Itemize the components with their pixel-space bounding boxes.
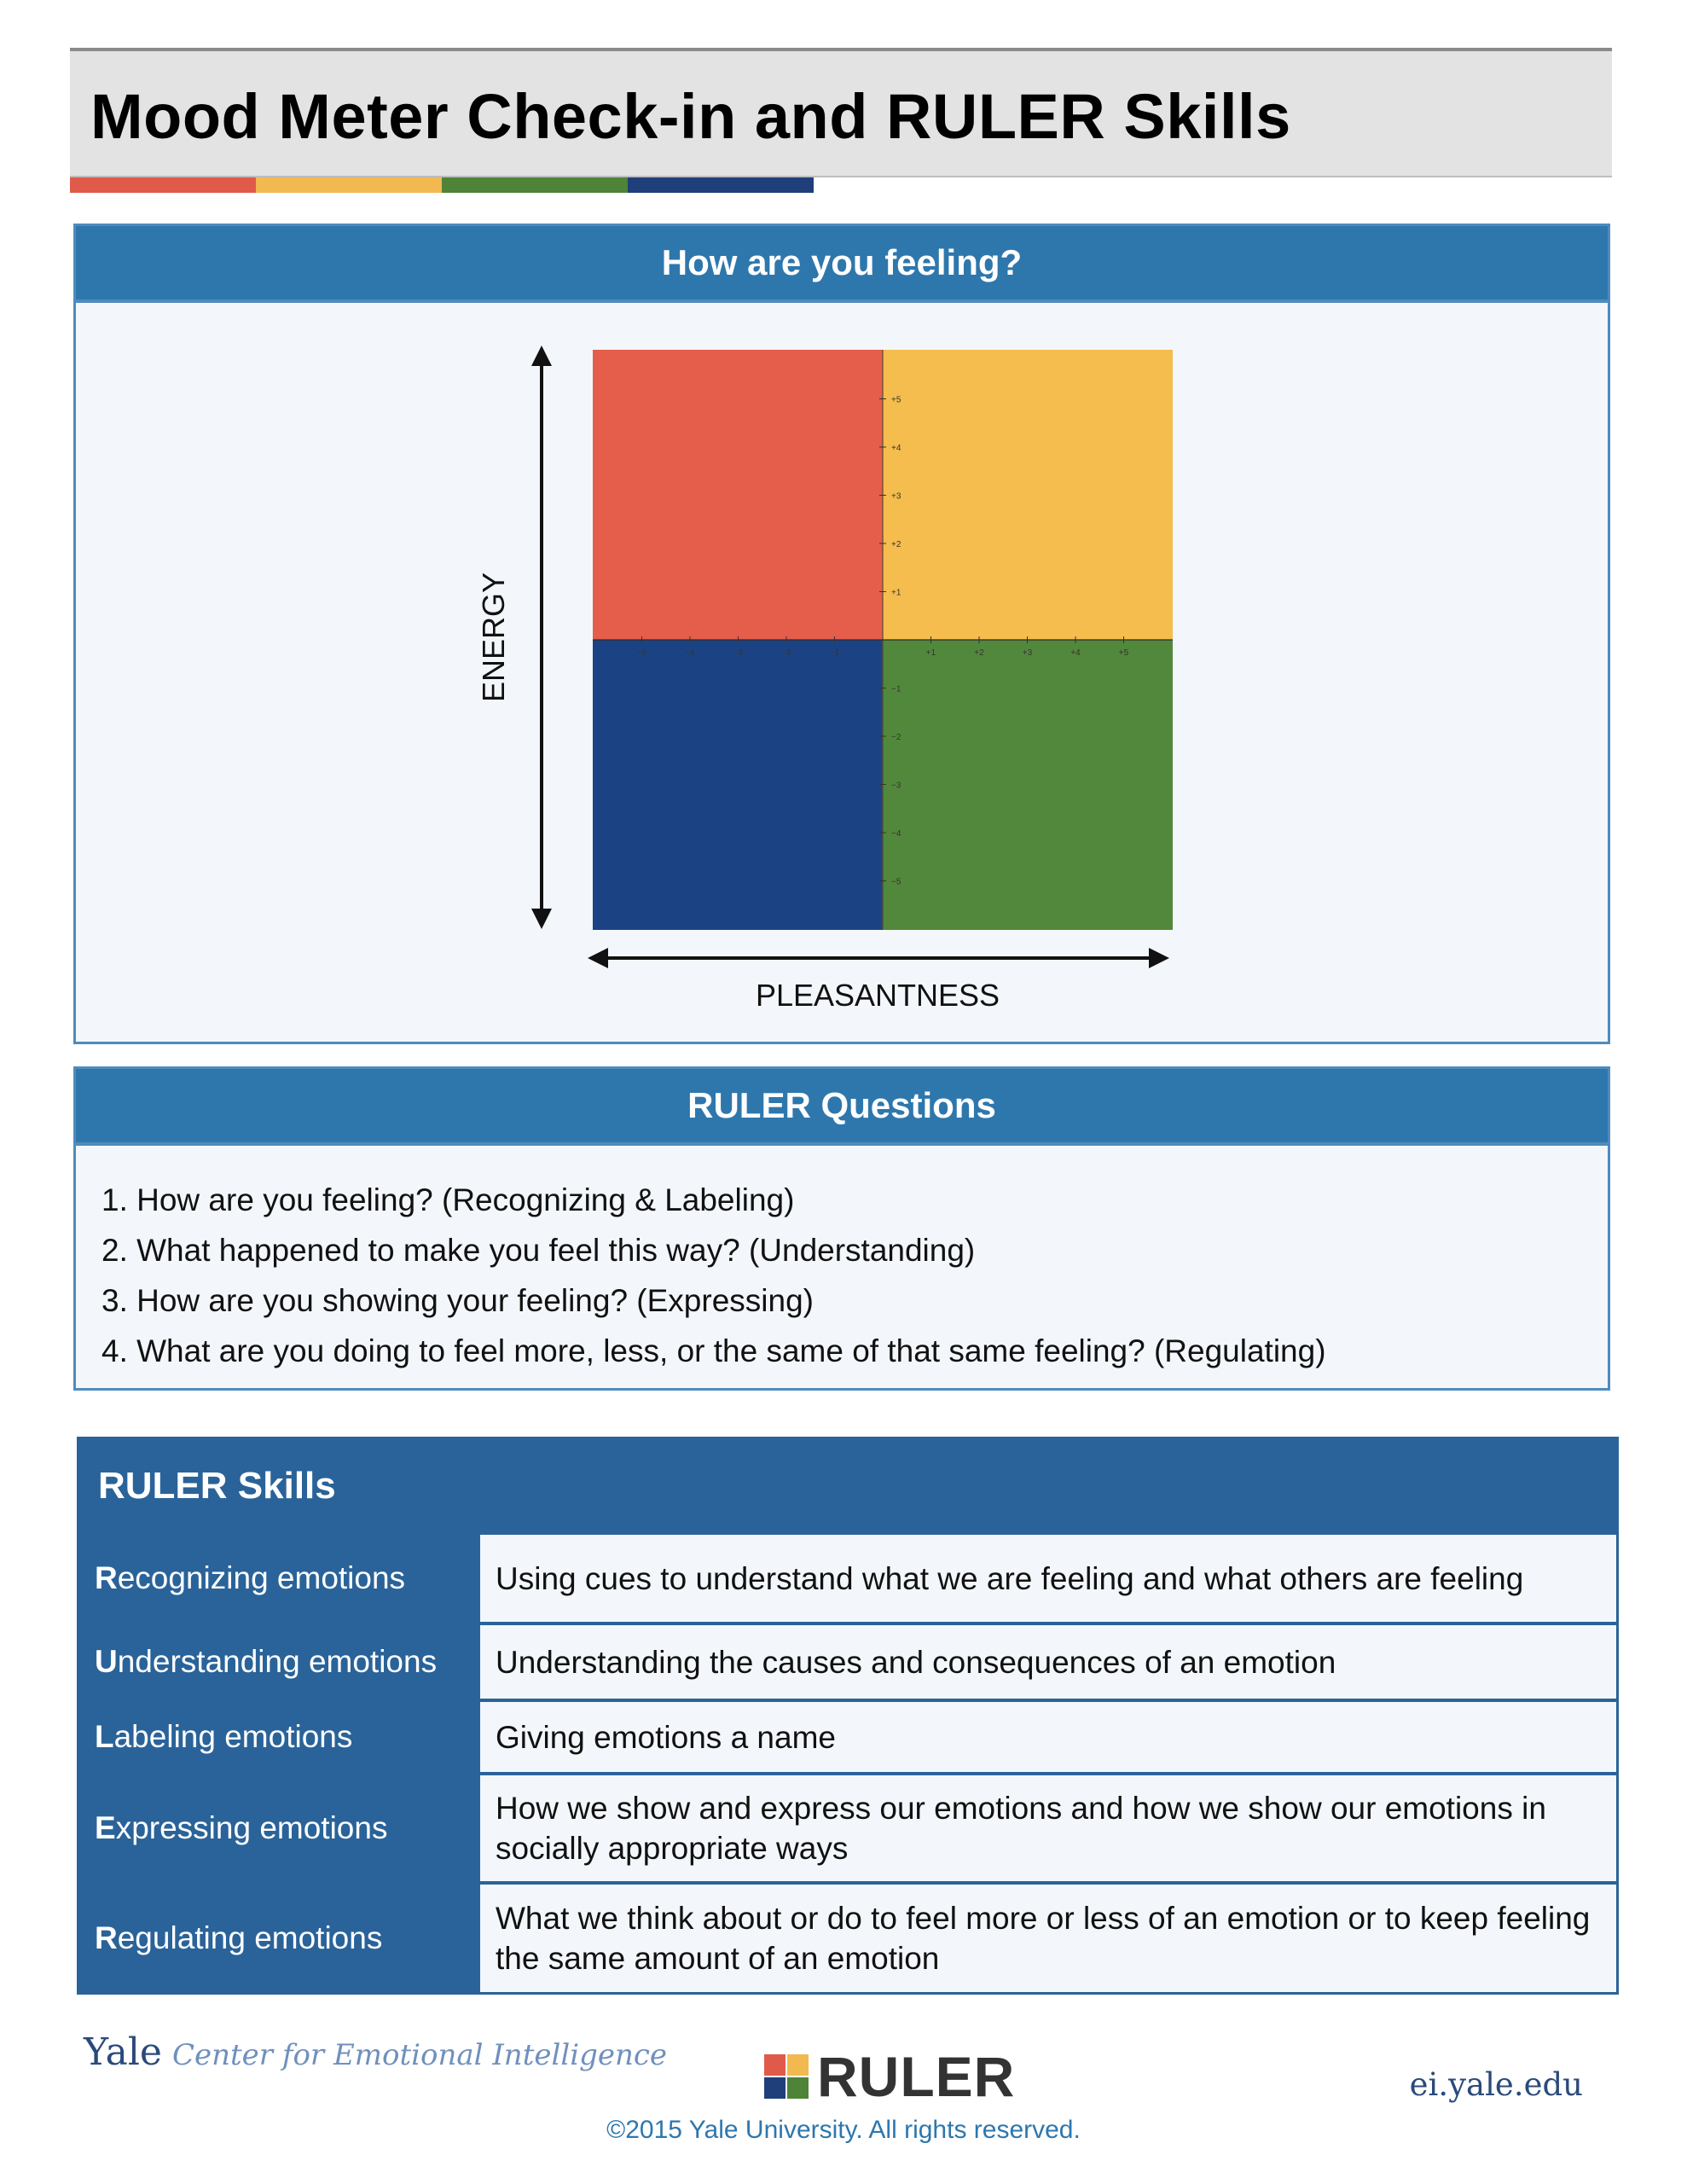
questions-panel — [73, 1066, 1610, 1391]
skill-description: How we show and express our emotions and how we show our emotions in socially appropriate ways — [480, 1775, 1616, 1881]
x-tick-label: −3 — [733, 648, 744, 658]
skill-name — [79, 1535, 478, 1622]
skill-initial: U — [95, 1644, 118, 1679]
x-tick-label: +2 — [974, 648, 984, 658]
color-stripe-green — [442, 177, 628, 193]
y-tick-label: +3 — [891, 491, 901, 502]
skill-description: Using cues to understand what we are feeling and what others are feeling — [480, 1535, 1616, 1622]
quadrant-green[interactable] — [883, 640, 1173, 930]
table-row — [79, 1702, 1616, 1772]
skill-name-rest: egulating emotions — [117, 1920, 383, 1955]
skill-name-rest: nderstanding emotions — [117, 1644, 438, 1679]
feeling-panel-heading: How are you feeling? — [76, 226, 1608, 299]
mood-meter — [76, 226, 1608, 1042]
center-name: Center for Emotional Intelligence — [171, 2038, 668, 2072]
quadrant-yellow[interactable] — [883, 350, 1173, 640]
yale-wordmark: Yale — [84, 2030, 162, 2074]
skill-name — [79, 1625, 478, 1699]
page-title: Mood Meter Check-in and RULER Skills — [90, 81, 1291, 152]
copyright-text: ©2015 Yale University. All rights reserved. — [606, 2116, 1081, 2144]
skill-initial: R — [95, 1560, 118, 1595]
skill-name — [79, 1885, 478, 1992]
y-tick-label: +2 — [891, 540, 901, 549]
questions-list — [76, 1146, 1608, 1376]
y-tick-label: −4 — [891, 829, 901, 839]
table-row — [79, 1535, 1616, 1622]
skill-name — [79, 1775, 478, 1881]
skill-name-rest: abeling emotions — [113, 1719, 353, 1754]
skill-description: What we think about or do to feel more or less of an emotion or to keep feeling the same amount of an emotion — [480, 1885, 1616, 1992]
x-tick-label: −4 — [685, 648, 695, 658]
skill-initial: L — [95, 1719, 114, 1754]
x-tick-label: −1 — [829, 648, 840, 658]
skill-name-rest: ecognizing emotions — [117, 1560, 406, 1595]
color-stripe-blue — [628, 177, 814, 193]
x-tick-label: +1 — [925, 648, 936, 658]
question-item: 4. What are you doing to feel more, less, or the same of that same feeling? (Regulating) — [101, 1333, 1326, 1368]
table-row — [79, 1625, 1616, 1699]
skills-table-heading: RULER Skills — [98, 1465, 336, 1507]
x-tick-label: −5 — [636, 648, 647, 658]
skill-description: Understanding the causes and consequences of an emotion — [480, 1625, 1616, 1699]
ruler-logo-icon — [764, 2054, 809, 2099]
y-tick-label: +5 — [891, 395, 901, 405]
x-tick-label: +4 — [1070, 648, 1081, 658]
feeling-panel — [73, 224, 1610, 1044]
skill-name — [79, 1702, 478, 1772]
y-tick-label: −5 — [891, 877, 901, 887]
website-link[interactable]: ei.yale.edu — [1409, 2066, 1583, 2103]
question-item: 3. How are you showing your feeling? (Expressing) — [101, 1283, 814, 1318]
y-tick-label: −3 — [891, 781, 901, 791]
yale-cei-logo[interactable] — [84, 2030, 667, 2074]
quadrant-red[interactable] — [593, 350, 883, 640]
ruler-logo[interactable] — [764, 2044, 1015, 2109]
skill-description: Giving emotions a name — [480, 1702, 1616, 1772]
y-tick-label: +1 — [891, 588, 901, 598]
x-tick-label: −2 — [781, 648, 791, 658]
skill-initial: E — [95, 1810, 116, 1845]
question-item: 2. What happened to make you feel this way? (Understanding) — [101, 1233, 976, 1268]
color-stripe-red — [70, 177, 256, 193]
skill-name-rest: xpressing emotions — [115, 1810, 388, 1845]
skill-initial: R — [95, 1920, 118, 1955]
questions-panel-heading: RULER Questions — [76, 1069, 1608, 1142]
table-row — [79, 1885, 1616, 1992]
table-row — [79, 1775, 1616, 1881]
y-tick-label: +4 — [891, 444, 901, 453]
energy-axis-label: ENERGY — [476, 572, 511, 703]
pleasantness-axis-label: PLEASANTNESS — [755, 978, 1000, 1013]
y-tick-label: −2 — [891, 733, 901, 742]
x-tick-label: +3 — [1022, 648, 1033, 658]
ruler-wordmark: RULER — [817, 2045, 1016, 2108]
quadrant-blue[interactable] — [593, 640, 883, 930]
title-band — [70, 48, 1612, 176]
question-item: 1. How are you feeling? (Recognizing & Labeling) — [101, 1182, 795, 1217]
y-tick-label: −1 — [891, 684, 901, 694]
x-tick-label: +5 — [1118, 648, 1129, 658]
skills-table — [77, 1437, 1619, 1995]
color-stripe-yellow — [256, 177, 442, 193]
